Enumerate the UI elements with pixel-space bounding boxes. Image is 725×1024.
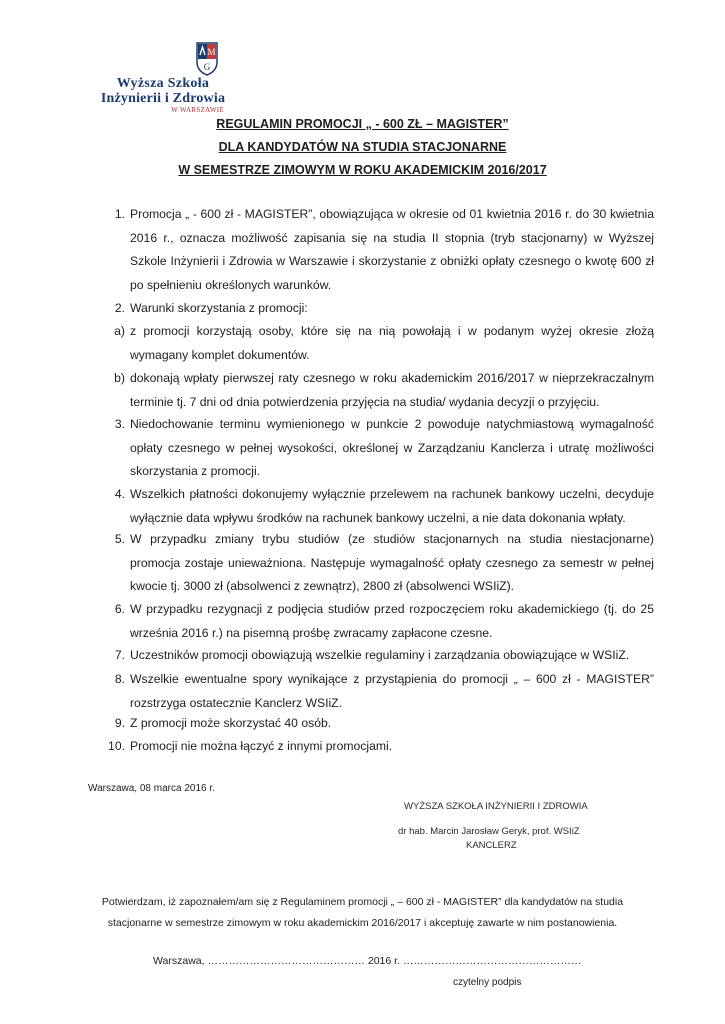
item-text: dokonają wpłaty pierwszej raty czesnego w roku akademickim 2016/2017 w nieprzekraczalnym terminie tj. 7 dni od dnia potwierdzenia przyjęcia na studia/ wydania decyzji o przyjęciu.: [130, 371, 654, 409]
item-number: 4.: [114, 487, 125, 501]
document-title-line-2: DLA KANDYDATÓW NA STUDIA STACJONARNE: [218, 140, 507, 154]
item-text: Z promocji może skorzystać 40 osób.: [130, 716, 332, 730]
svg-text:G: G: [203, 62, 211, 72]
crest-icon: [196, 42, 218, 76]
date-place: Warszawa, 08 marca 2016 r.: [88, 783, 215, 794]
item-text: W przypadku zmiany trybu studiów (ze studiów stacjonarnych na studia niestacjonarne) promocja zostaje unieważniona. Następuje wymagalność opłaty czesnego za semestr w pełnej kwocie tj. 3000 zł (absolwenci z zewnątrz), 2800 zł (absolwenci WSIiZ).: [130, 532, 654, 593]
item-text: Wszelkie ewentualne spory wynikające z przystąpienia do promocji „ – 600 zł - MAGISTER” rozstrzyga ostatecznie Kanclerz WSIiZ.: [130, 672, 654, 710]
confirmation-line-2: stacjonarne w semestrze zimowym w roku akademickim 2016/2017 i akceptuję zawarte w nim postanowienia.: [107, 917, 618, 929]
signature-label: czytelny podpis: [453, 977, 522, 988]
logo-line-1: Wyższa Szkoła: [116, 76, 210, 91]
svg-text:M: M: [207, 47, 216, 57]
item-text: Promocji nie można łączyć z innymi promocjami.: [130, 739, 393, 753]
confirmation-line-1: Potwierdzam, iż zapoznałem/am się z Regulaminem promocji „ – 600 zł - MAGISTER” dla kandydatów na studia: [101, 896, 624, 908]
item-text: z promocji korzystają osoby, które się na nią powołają i w podanym wyżej okresie złożą wymagany komplet dokumentów.: [130, 324, 654, 362]
item-text: Promocja „ - 600 zł - MAGISTER”, obowiązująca w okresie od 01 kwietnia 2016 r. do 30 kwietnia 2016 r., oznacza możliwość zapisania się na studia II stopnia (tryb stacjonarny) w Wyższej Szkole Inżynierii i Zdrowia w Warszawie i skorzystanie z obniżki opłaty czesnego o kwotę 600 zł po spełnieniu określonych warunków.: [130, 207, 654, 292]
item-number: 8.: [114, 672, 125, 686]
item-text: Warunki skorzystania z promocji:: [130, 301, 308, 315]
item-text: Niedochowanie terminu wymienionego w punkcie 2 powoduje natychmiastową wymagalność opłaty czesnego w pełnej wysokości, określonej w Zarządzaniu Kanclerza i utratę możliwości skorzystania z promocji.: [130, 417, 654, 478]
logo-line-3: W WARSZAWIE: [171, 106, 224, 114]
item-number: 10.: [108, 739, 125, 753]
signature-role: KANCLERZ: [466, 840, 517, 851]
item-number: 2.: [114, 301, 125, 315]
document-title-line-1: REGULAMIN PROMOCJI „ - 600 ZŁ – MAGISTER”: [216, 117, 509, 131]
item-text: Wszelkich płatności dokonujemy wyłącznie przelewem na rachunek bankowy uczelni, decyduje wyłącznie data wpływu środków na rachunek bankowy uczelni, a nie data dokonania wpłaty.: [130, 487, 654, 525]
item-number: 7.: [114, 648, 125, 662]
item-number: 5.: [114, 532, 125, 546]
document-title-line-3: W SEMESTRZE ZIMOWYM W ROKU AKADEMICKIM 2016/2017: [178, 163, 547, 177]
item-number: 6.: [114, 602, 125, 616]
university-logo: [88, 42, 238, 114]
signature-name: dr hab. Marcin Jarosław Geryk, prof. WSIiZ: [398, 826, 580, 837]
logo-line-2: Inżynierii i Zdrowia: [100, 91, 226, 106]
item-number: 3.: [114, 417, 125, 431]
item-number: a): [114, 324, 125, 338]
item-number: 9.: [114, 716, 125, 730]
item-number: b): [114, 371, 125, 385]
signature-institution: WYŻSZA SZKOŁA INŻYNIERII I ZDROWIA: [404, 801, 588, 812]
item-number: 1.: [114, 207, 125, 221]
logo-wordmark: [88, 76, 238, 115]
item-text: W przypadku rezygnacji z podjęcia studiów przed rozpoczęciem roku akademickiego (tj. do 25 września 2016 r.) na pisemną prośbę zwracamy zapłacone czesne.: [130, 602, 654, 640]
signature-date-line: Warszawa, ……………………………………… 2016 r. ……………………………………………: [153, 955, 582, 967]
item-text: Uczestników promocji obowiązują wszelkie regulaminy i zarządzania obowiązujące w WSIiZ.: [130, 648, 630, 662]
